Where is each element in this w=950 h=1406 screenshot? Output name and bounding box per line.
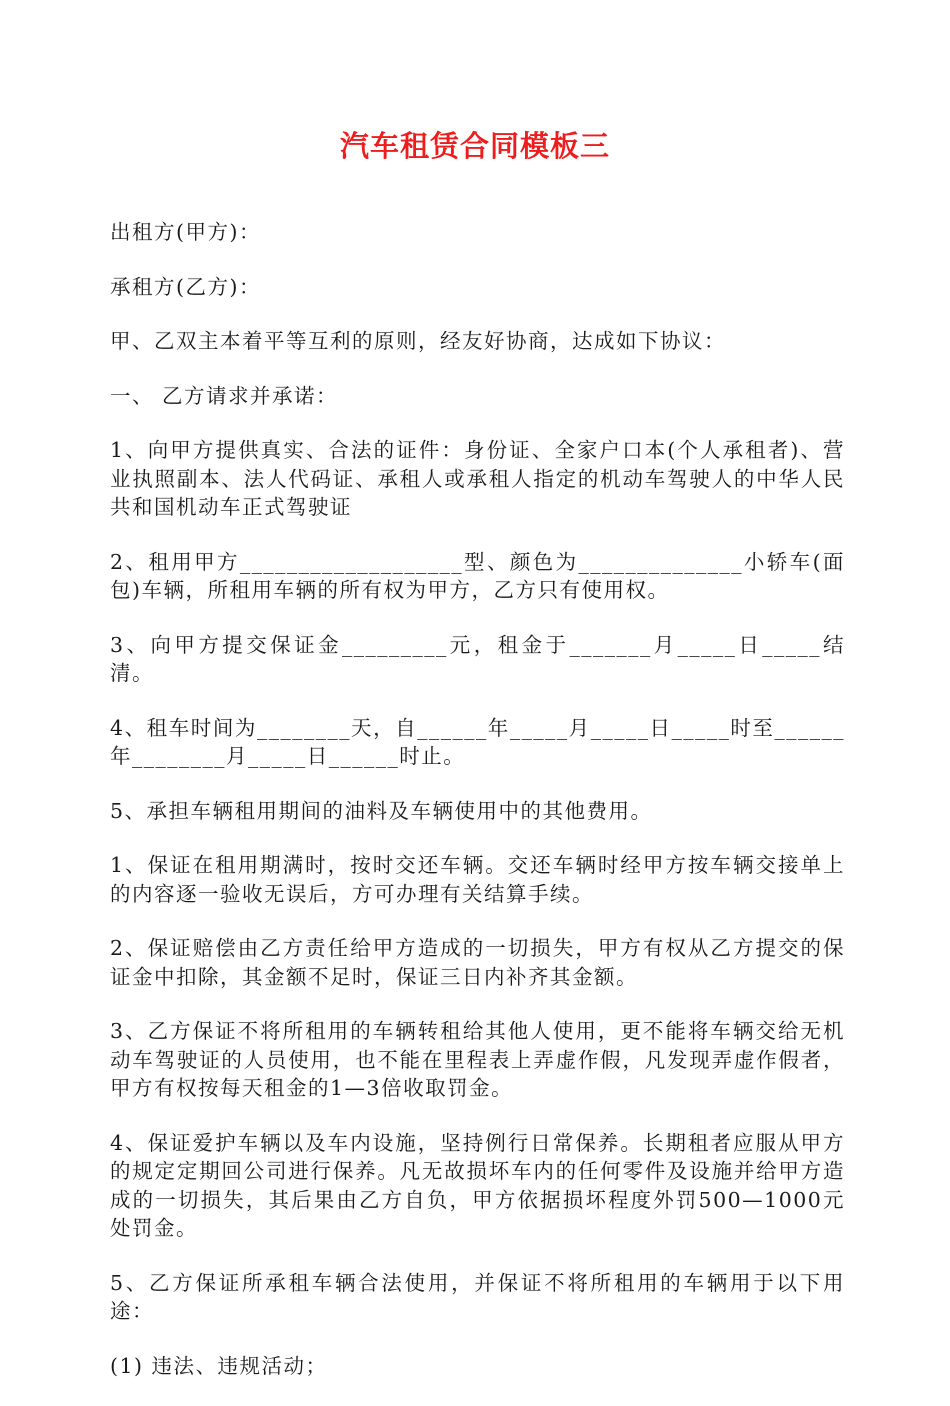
paragraph-guarantee-2-compensation: 2、保证赔偿由乙方责任给甲方造成的一切损失，甲方有权从乙方提交的保证金中扣除，其金额不足时，保证三日内补齐其金额。 bbox=[110, 936, 845, 989]
paragraph-preamble: 甲、乙双主本着平等互利的原则，经友好协商，达成如下协议： bbox=[110, 329, 726, 353]
paragraph-clause-4-rental-period: 4、租车时间为________天，自______年_____月_____日_____时至______年________月_____日______时止。 bbox=[110, 715, 845, 768]
paragraph-lessor: 出租方(甲方)： bbox=[110, 220, 261, 244]
document-title: 汽车租赁合同模板三 bbox=[339, 129, 610, 163]
paragraph-guarantee-3-no-sublease: 3、乙方保证不将所租用的车辆转租给其他人使用，更不能将车辆交给无机动车驾驶证的人员使用，也不能在里程表上弄虚作假，凡发现弄虚作假者，甲方有权按每天租金的1—3倍收取罚金。 bbox=[110, 1019, 845, 1100]
paragraph-clause-2-vehicle: 2、租用甲方___________________型、颜色为______________小轿车(面包)车辆，所租用车辆的所有权为甲方，乙方只有使用权。 bbox=[110, 549, 845, 602]
paragraph-guarantee-1-return: 1、保证在租用期满时，按时交还车辆。交还车辆时经甲方按车辆交接单上的内容逐一验收无误后，方可办理有关结算手续。 bbox=[110, 853, 845, 906]
paragraph-guarantee-4-maintenance: 4、保证爱护车辆以及车内设施，坚持例行日常保养。长期租者应服从甲方的规定定期回公司进行保养。凡无故损坏车内的任何零件及设施并给甲方造成的一切损失，其后果由乙方自负，甲方依据损坏程度外罚500—1000元处罚金。 bbox=[110, 1130, 845, 1240]
section-heading-lessee-obligations: 一、 乙方请求并承诺： bbox=[110, 383, 339, 408]
contract-body bbox=[110, 218, 845, 1406]
list-item-illegal-activities: (1) 违法、违规活动； bbox=[110, 1353, 328, 1378]
paragraph-guarantee-5-lawful-use: 5、乙方保证所承租车辆合法使用，并保证不将所租用的车辆用于以下用途： bbox=[110, 1270, 845, 1323]
paragraph-clause-1-documents: 1、向甲方提供真实、合法的证件：身份证、全家户口本(个人承租者)、营业执照副本、法人代码证、承租人或承租人指定的机动车驾驶人的中华人民共和国机动车正式驾驶证 bbox=[110, 438, 845, 519]
paragraph-clause-3-deposit: 3、向甲方提交保证金_________元，租金于_______月_____日_____结清。 bbox=[110, 632, 845, 685]
paragraph-clause-5-costs: 5、承担车辆租用期间的油料及车辆使用中的其他费用。 bbox=[110, 798, 653, 823]
paragraph-lessee: 承租方(乙方)： bbox=[110, 274, 261, 299]
